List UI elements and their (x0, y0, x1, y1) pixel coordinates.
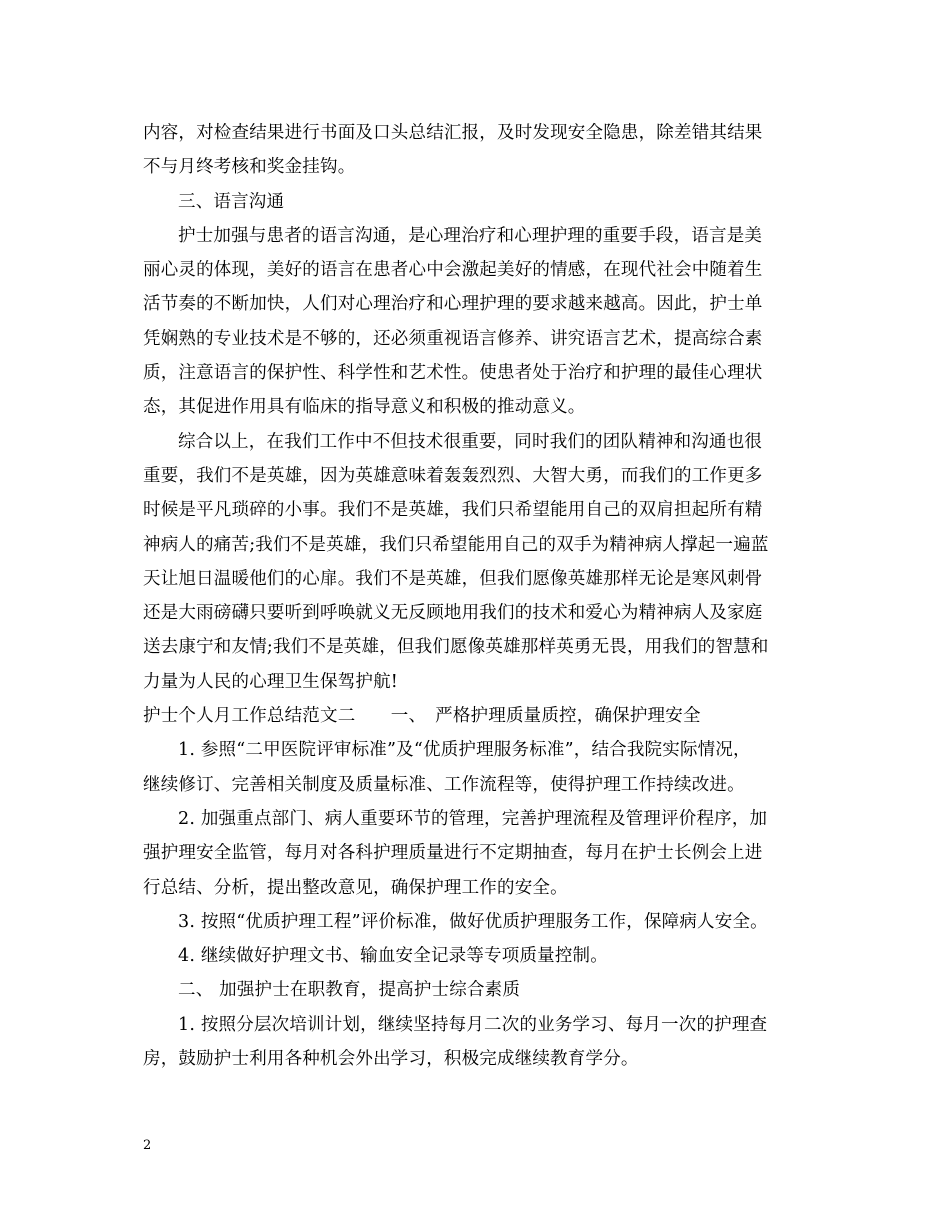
text-line: 力量为人民的心理卫生保驾护航! (143, 671, 399, 692)
text-line: 态，其促进作用具有临床的指导意义和积极的推动意义。 (143, 397, 586, 418)
section-heading: 二、 加强护士在职教育，提高护士综合素质 (178, 980, 521, 1001)
text-line: 行总结、分析，提出整改意见，确保护理工作的安全。 (143, 877, 568, 898)
document-body (143, 116, 813, 1076)
text-line: 1. 按照分层次培训计划，继续坚持每月二次的业务学习、每月一次的护理查 (178, 1014, 768, 1035)
text-line: 4. 继续做好护理文书、输血安全记录等专项质量控制。 (178, 946, 608, 967)
section-title: 护士个人月工作总结范文二 一、 严格护理质量质控，确保护理安全 (143, 706, 701, 727)
text-line: 时候是平凡琐碎的小事。我们不是英雄，我们只希望能用自己的双肩担起所有精 (143, 500, 763, 521)
text-line: 继续修订、完善相关制度及质量标准、工作流程等，使得护理工作持续改进。 (143, 774, 745, 795)
text-line: 活节奏的不断加快，人们对心理治疗和心理护理的要求越来越高。因此，护士单 (143, 294, 763, 315)
text-line: 内容，对检查结果进行书面及口头总结汇报，及时发现安全隐患，除差错其结果 (143, 123, 763, 143)
page-number: 2 (143, 1138, 152, 1153)
text-line: 天让旭日温暖他们的心扉。我们不是英雄，但我们愿像英雄那样无论是寒风刺骨 (143, 568, 763, 589)
text-line: 1. 参照“二甲医院评审标准”及“优质护理服务标准”，结合我院实际情况， (178, 740, 751, 761)
text-line: 2. 加强重点部门、病人重要环节的管理，完善护理流程及管理评价程序，加 (178, 808, 768, 829)
text-line: 强护理安全监管，每月对各科护理质量进行不定期抽查，每月在护士长例会上进 (143, 843, 763, 864)
text-line: 房，鼓励护士利用各种机会外出学习，积极完成继续教育学分。 (143, 1049, 639, 1070)
text-line: 3. 按照“优质护理工程”评价标准，做好优质护理服务工作，保障病人安全。 (178, 911, 768, 932)
text-line: 神病人的痛苦;我们不是英雄，我们只希望能用自己的双手为精神病人撑起一遍蓝 (143, 534, 769, 555)
text-line: 凭娴熟的专业技术是不够的，还必须重视语言修养、讲究语言艺术，提高综合素 (143, 328, 763, 349)
text-line: 丽心灵的体现，美好的语言在患者心中会激起美好的情感，在现代社会中随着生 (143, 260, 763, 281)
text-line: 质，注意语言的保护性、科学性和艺术性。使患者处于治疗和护理的最佳心理状 (143, 363, 763, 384)
text-line: 护士加强与患者的语言沟通，是心理治疗和心理护理的重要手段，语言是美 (178, 225, 763, 246)
text-line: 不与月终考核和奖金挂钩。 (143, 157, 356, 178)
text-line: 还是大雨磅礴只要听到呼唤就义无反顾地用我们的技术和爱心为精神病人及家庭 (143, 603, 763, 624)
text-line: 综合以上，在我们工作中不但技术很重要，同时我们的团队精神和沟通也很 (178, 431, 763, 452)
text-line: 送去康宁和友情;我们不是英雄，但我们愿像英雄那样英勇无畏，用我们的智慧和 (143, 637, 769, 658)
section-heading: 三、语言沟通 (178, 191, 285, 212)
text-line: 重要，我们不是英雄，因为英雄意味着轰轰烈烈、大智大勇，而我们的工作更多 (143, 465, 763, 486)
